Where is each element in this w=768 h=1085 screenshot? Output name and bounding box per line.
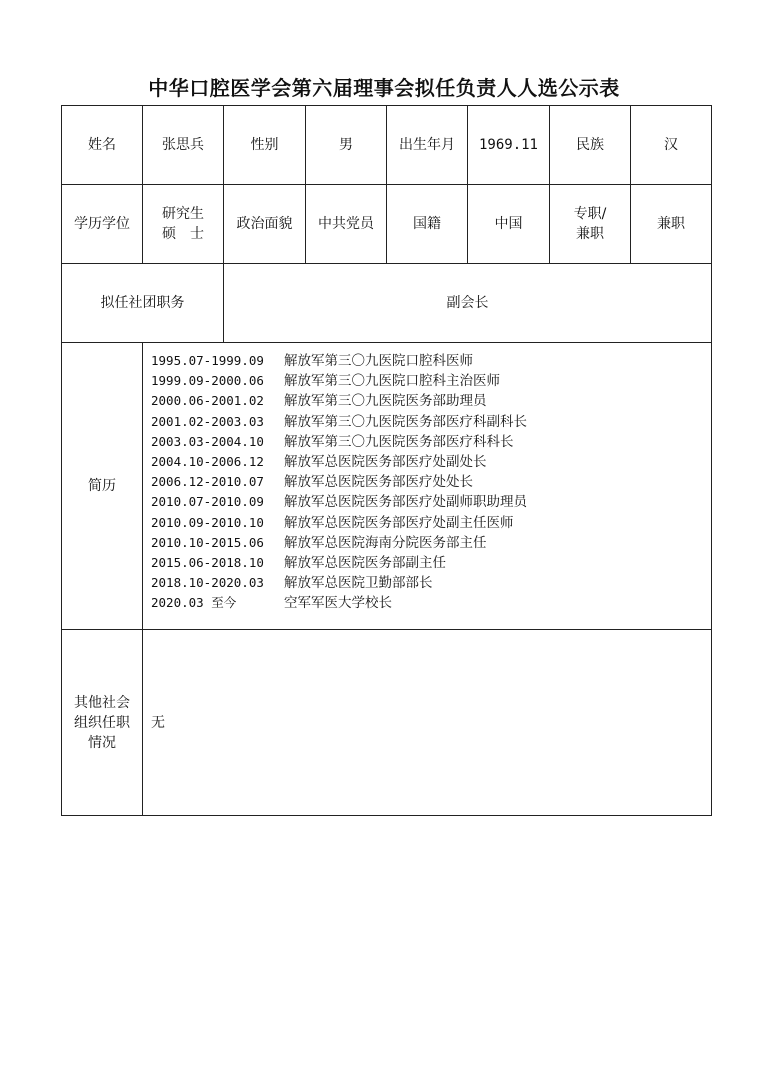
resume-period: 2020.03 至今 <box>151 595 237 611</box>
nationality-value: 中国 <box>468 185 550 264</box>
resume-period: 2006.12-2010.07 <box>151 474 264 490</box>
resume-entry <box>151 553 711 573</box>
name-value: 张思兵 <box>143 106 224 185</box>
resume-period: 2000.06-2001.02 <box>151 393 264 409</box>
resume-entry <box>151 573 711 593</box>
resume-entry <box>151 412 711 432</box>
other-label-line1: 其他社会 <box>74 694 130 711</box>
resume-entry <box>151 351 711 371</box>
resume-period: 2015.06-2018.10 <box>151 554 264 570</box>
political-value: 中共党员 <box>306 185 387 264</box>
nominee-form-table <box>61 105 712 816</box>
resume-position: 解放军第三〇九医院医务部医疗科科长 <box>284 433 514 450</box>
resume-position: 解放军第三〇九医院医务部助理员 <box>284 393 487 410</box>
education-value <box>143 185 224 264</box>
other-label-line3: 情况 <box>88 734 116 751</box>
basic-info-row <box>62 106 712 185</box>
resume-position: 空军军医大学校长 <box>284 595 392 612</box>
ethnicity-label: 民族 <box>550 106 631 185</box>
political-label: 政治面貌 <box>224 185 306 264</box>
ethnicity-value: 汉 <box>631 106 712 185</box>
other-positions-row <box>62 630 712 816</box>
resume-period: 2003.03-2004.10 <box>151 433 264 449</box>
resume-row <box>62 343 712 630</box>
position-label: 拟任社团职务 <box>62 264 224 343</box>
fulltime-label-line1: 专职/ <box>573 206 607 222</box>
resume-position: 解放军总医院医务部医疗处副师职助理员 <box>284 494 527 511</box>
resume-period: 2004.10-2006.12 <box>151 454 264 470</box>
resume-entry <box>151 513 711 533</box>
fulltime-value: 兼职 <box>631 185 712 264</box>
resume-period: 2010.09-2010.10 <box>151 514 264 530</box>
resume-entry <box>151 391 711 411</box>
resume-period: 2010.07-2010.09 <box>151 494 264 510</box>
resume-position: 解放军总医院海南分院医务部主任 <box>284 534 487 551</box>
fulltime-label <box>550 185 631 264</box>
education-degree: 硕 士 <box>162 226 204 242</box>
resume-label: 简历 <box>62 343 143 630</box>
resume-entry <box>151 432 711 452</box>
resume-period: 1995.07-1999.09 <box>151 353 264 369</box>
resume-period: 2018.10-2020.03 <box>151 575 264 591</box>
resume-entry <box>151 452 711 472</box>
resume-position: 解放军总医院医务部医疗处处长 <box>284 474 473 491</box>
resume-entry <box>151 371 711 391</box>
resume-position: 解放军总医院医务部副主任 <box>284 554 446 571</box>
resume-position: 解放军第三〇九医院口腔科主治医师 <box>284 373 500 390</box>
resume-position: 解放军第三〇九医院口腔科医师 <box>284 353 473 370</box>
position-value: 副会长 <box>224 264 712 343</box>
other-label-line2: 组织任职 <box>74 714 130 731</box>
birth-value: 1969.11 <box>468 106 550 185</box>
name-label: 姓名 <box>62 106 143 185</box>
fulltime-label-line2: 兼职 <box>576 226 604 242</box>
education-label: 学历学位 <box>62 185 143 264</box>
resume-entry <box>151 593 711 613</box>
position-row <box>62 264 712 343</box>
other-positions-label <box>62 630 143 816</box>
birth-label: 出生年月 <box>387 106 468 185</box>
gender-label: 性别 <box>224 106 306 185</box>
education-degree-level: 研究生 <box>162 206 204 222</box>
resume-period: 2001.02-2003.03 <box>151 413 264 429</box>
resume-entry <box>151 472 711 492</box>
resume-position: 解放军总医院医务部医疗处副主任医师 <box>284 514 514 531</box>
resume-position: 解放军总医院医务部医疗处副处长 <box>284 454 487 471</box>
education-row <box>62 185 712 264</box>
resume-period: 1999.09-2000.06 <box>151 373 264 389</box>
gender-value: 男 <box>306 106 387 185</box>
resume-position: 解放军总医院卫勤部部长 <box>284 575 433 592</box>
resume-list <box>143 343 712 630</box>
resume-entry <box>151 492 711 512</box>
page-title: 中华口腔医学会第六届理事会拟任负责人人选公示表 <box>148 76 620 100</box>
nationality-label: 国籍 <box>387 185 468 264</box>
other-positions-value: 无 <box>143 630 712 816</box>
resume-entry <box>151 533 711 553</box>
resume-position: 解放军第三〇九医院医务部医疗科副科长 <box>284 413 527 430</box>
resume-period: 2010.10-2015.06 <box>151 534 264 550</box>
